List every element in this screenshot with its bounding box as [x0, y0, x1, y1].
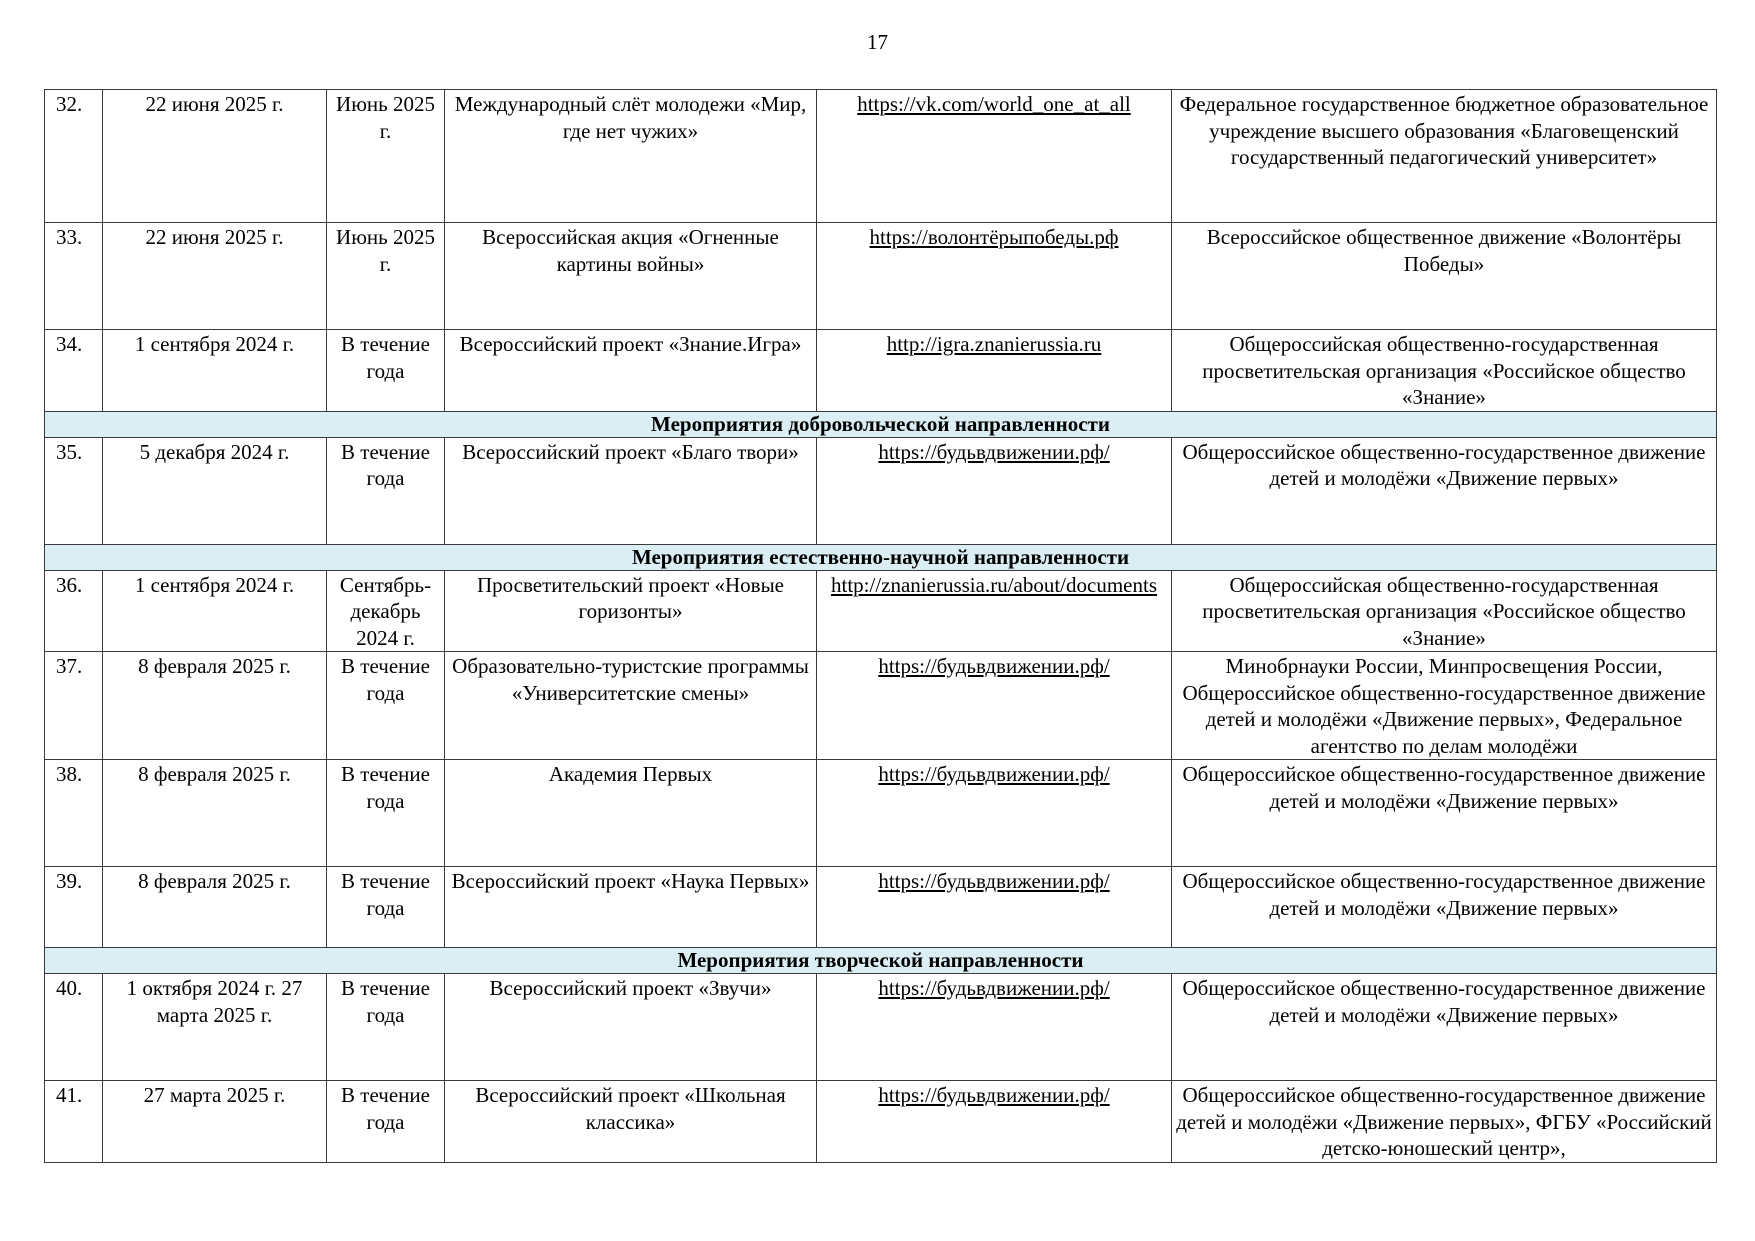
- event-organizer: Общероссийская общественно-государственная просветительская организация «Российское общество «Знание»: [1172, 570, 1717, 652]
- event-title: Всероссийский проект «Звучи»: [445, 974, 817, 1081]
- row-number: 37.: [45, 652, 103, 760]
- row-number: 40.: [45, 974, 103, 1081]
- events-table: [44, 89, 1717, 1163]
- section-header-row: [45, 544, 1717, 570]
- event-title: Всероссийский проект «Наука Первых»: [445, 867, 817, 948]
- row-number: 39.: [45, 867, 103, 948]
- table-row: [45, 760, 1717, 867]
- table-row: [45, 437, 1717, 544]
- event-period: В течение года: [327, 974, 445, 1081]
- event-date: 8 февраля 2025 г.: [103, 760, 327, 867]
- table-row: [45, 570, 1717, 652]
- event-organizer: Общероссийское общественно-государственное движение детей и молодёжи «Движение первых»: [1172, 760, 1717, 867]
- event-organizer: Федеральное государственное бюджетное образовательное учреждение высшего образования «Благовещенский государственный педагогический университет»: [1172, 90, 1717, 223]
- event-link[interactable]: http://igra.znanierussia.ru: [886, 332, 1102, 356]
- event-period: В течение года: [327, 1081, 445, 1163]
- table-row: [45, 223, 1717, 330]
- event-period: В течение года: [327, 760, 445, 867]
- row-number: 32.: [45, 90, 103, 223]
- section-header-row: [45, 411, 1717, 437]
- event-title: Всероссийский проект «Благо твори»: [445, 437, 817, 544]
- event-organizer: Общероссийское общественно-государственное движение детей и молодёжи «Движение первых», ФГБУ «Российский детско-юношеский центр»,: [1172, 1081, 1717, 1163]
- row-number: 41.: [45, 1081, 103, 1163]
- event-organizer: Всероссийское общественное движение «Волонтёры Победы»: [1172, 223, 1717, 330]
- event-date: 1 сентября 2024 г.: [103, 330, 327, 412]
- page-number: 17: [867, 30, 888, 54]
- event-period: В течение года: [327, 437, 445, 544]
- event-link-cell: [817, 760, 1172, 867]
- event-period: Июнь 2025 г.: [327, 223, 445, 330]
- event-link-cell: [817, 330, 1172, 412]
- event-title: Просветительский проект «Новые горизонты»: [445, 570, 817, 652]
- table-row: [45, 652, 1717, 760]
- event-title: Всероссийский проект «Знание.Игра»: [445, 330, 817, 412]
- row-number: 35.: [45, 437, 103, 544]
- event-link[interactable]: http://znanierussia.ru/about/documents: [830, 572, 1157, 597]
- section-title: Мероприятия добровольческой направленности: [45, 411, 1717, 437]
- event-link[interactable]: https://будьвдвижении.рф/: [878, 869, 1110, 893]
- event-period: В течение года: [327, 652, 445, 760]
- event-link-cell: [817, 90, 1172, 223]
- event-date: 8 февраля 2025 г.: [103, 867, 327, 948]
- event-link[interactable]: https://будьвдвижении.рф/: [878, 976, 1110, 1000]
- event-organizer: Общероссийское общественно-государственное движение детей и молодёжи «Движение первых»: [1172, 974, 1717, 1081]
- section-title: Мероприятия естественно-научной направленности: [45, 544, 1717, 570]
- event-link[interactable]: https://vk.com/world_one_at_all: [857, 92, 1131, 116]
- event-date: 8 февраля 2025 г.: [103, 652, 327, 760]
- event-period: Сентябрь-декабрь 2024 г.: [327, 570, 445, 652]
- event-link-cell: [817, 223, 1172, 330]
- event-link[interactable]: https://будьвдвижении.рф/: [878, 654, 1110, 678]
- event-link-cell: [817, 570, 1172, 652]
- event-link[interactable]: https://волонтёрыпобеды.рф: [869, 225, 1119, 249]
- row-number: 36.: [45, 570, 103, 652]
- event-date: 22 июня 2025 г.: [103, 223, 327, 330]
- event-link-cell: [817, 437, 1172, 544]
- event-date: 1 сентября 2024 г.: [103, 570, 327, 652]
- event-date: 1 октября 2024 г. 27 марта 2025 г.: [103, 974, 327, 1081]
- event-title: Международный слёт молодежи «Мир, где нет чужих»: [445, 90, 817, 223]
- event-period: В течение года: [327, 867, 445, 948]
- table-row: [45, 867, 1717, 948]
- event-link[interactable]: https://будьвдвижении.рф/: [878, 762, 1110, 786]
- event-link-cell: [817, 974, 1172, 1081]
- section-header-row: [45, 948, 1717, 974]
- table-row: [45, 1081, 1717, 1163]
- event-organizer: Общероссийское общественно-государственное движение детей и молодёжи «Движение первых»: [1172, 437, 1717, 544]
- table-row: [45, 974, 1717, 1081]
- event-period: Июнь 2025 г.: [327, 90, 445, 223]
- row-number: 38.: [45, 760, 103, 867]
- event-date: 27 марта 2025 г.: [103, 1081, 327, 1163]
- event-organizer: Общероссийское общественно-государственное движение детей и молодёжи «Движение первых»: [1172, 867, 1717, 948]
- event-title: Академия Первых: [445, 760, 817, 867]
- section-title: Мероприятия творческой направленности: [45, 948, 1717, 974]
- table-row: [45, 330, 1717, 412]
- event-date: 5 декабря 2024 г.: [103, 437, 327, 544]
- row-number: 34.: [45, 330, 103, 412]
- event-period: В течение года: [327, 330, 445, 412]
- table-row: [45, 90, 1717, 223]
- event-link-cell: [817, 1081, 1172, 1163]
- event-link[interactable]: https://будьвдвижении.рф/: [878, 1083, 1110, 1107]
- event-link-cell: [817, 867, 1172, 948]
- event-organizer: Общероссийская общественно-государственная просветительская организация «Российское общество «Знание»: [1172, 330, 1717, 412]
- event-date: 22 июня 2025 г.: [103, 90, 327, 223]
- event-title: Всероссийская акция «Огненные картины войны»: [445, 223, 817, 330]
- event-link-cell: [817, 652, 1172, 760]
- event-organizer: Минобрнауки России, Минпросвещения России, Общероссийское общественно-государственное движение детей и молодёжи «Движение первых», Федеральное агентство по делам молодёжи: [1172, 652, 1717, 760]
- row-number: 33.: [45, 223, 103, 330]
- event-link[interactable]: https://будьвдвижении.рф/: [878, 439, 1110, 464]
- event-title: Всероссийский проект «Школьная классика»: [445, 1081, 817, 1163]
- event-title: Образовательно-туристские программы «Университетские смены»: [445, 652, 817, 760]
